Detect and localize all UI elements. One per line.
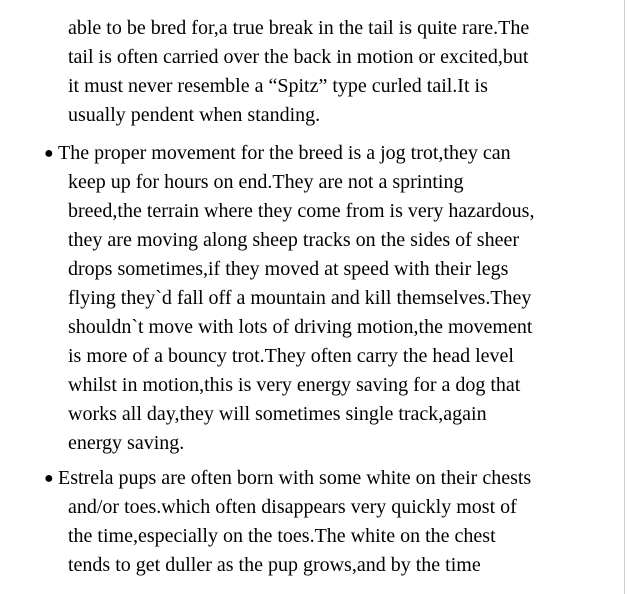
text-line: it must never resemble a “Spitz” type curled tail.It is [68, 75, 488, 97]
page-edge-divider [624, 0, 625, 594]
text-line: able to be bred for,a true break in the tail is quite rare.The [68, 17, 530, 39]
text-line: works all day,they will sometimes single track,again [68, 403, 487, 425]
text-line: drops sometimes,if they moved at speed with their legs [68, 258, 509, 280]
text-line: flying they`d fall off a mountain and kill themselves.They [68, 287, 532, 309]
text-line: breed,the terrain where they come from is very hazardous, [68, 200, 535, 222]
text-line: they are moving along sheep tracks on the sides of sheer [68, 229, 519, 251]
text-line: energy saving. [68, 432, 185, 454]
text-line: and/or toes.which often disappears very quickly most of [68, 496, 517, 518]
text-line: tail is often carried over the back in motion or excited,but [68, 46, 529, 68]
bullet-icon: ● [44, 145, 54, 162]
text-line: Estrela pups are often born with some white on their chests [58, 467, 532, 489]
text-line: is more of a bouncy trot.They often carry the head level [68, 345, 514, 367]
text-line: usually pendent when standing. [68, 104, 321, 126]
bullet-icon: ● [44, 470, 54, 487]
text-line: whilst in motion,this is very energy saving for a dog that [68, 374, 521, 396]
text-line: tends to get duller as the pup grows,and by the time [68, 554, 481, 576]
text-line: the time,especially on the toes.The white on the chest [68, 525, 496, 547]
text-line: keep up for hours on end.They are not a sprinting [68, 171, 464, 193]
text-line: shouldn`t move with lots of driving motion,the movement [68, 316, 533, 338]
text-line: The proper movement for the breed is a jog trot,they can [58, 142, 511, 164]
